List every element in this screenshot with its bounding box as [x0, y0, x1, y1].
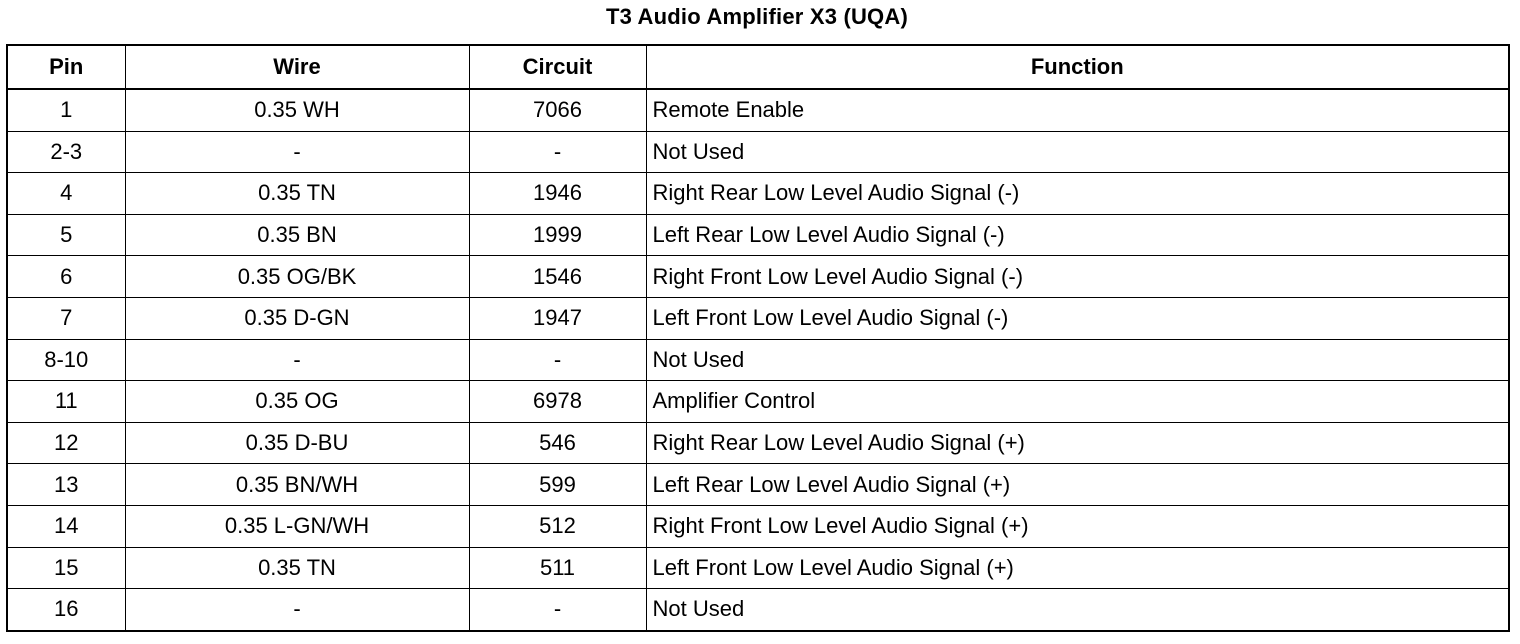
table-row	[7, 173, 1509, 215]
wire-cell: 0.35 D-GN	[125, 297, 469, 339]
function-cell: Right Rear Low Level Audio Signal (-)	[646, 173, 1509, 215]
function-cell: Left Rear Low Level Audio Signal (+)	[646, 464, 1509, 506]
pin-cell: 4	[7, 173, 125, 215]
table-row	[7, 256, 1509, 298]
function-cell: Left Front Low Level Audio Signal (-)	[646, 297, 1509, 339]
wire-cell: 0.35 D-BU	[125, 422, 469, 464]
function-cell: Right Front Low Level Audio Signal (-)	[646, 256, 1509, 298]
wire-cell: 0.35 BN/WH	[125, 464, 469, 506]
function-cell: Left Rear Low Level Audio Signal (-)	[646, 214, 1509, 256]
pin-cell: 13	[7, 464, 125, 506]
table-row	[7, 297, 1509, 339]
pin-cell: 15	[7, 547, 125, 589]
wire-cell: -	[125, 339, 469, 381]
wire-cell: 0.35 BN	[125, 214, 469, 256]
pin-cell: 1	[7, 89, 125, 131]
header-row	[7, 45, 1509, 89]
circuit-cell: 1999	[469, 214, 646, 256]
table-row	[7, 505, 1509, 547]
table-row	[7, 464, 1509, 506]
pinout-table	[6, 44, 1510, 632]
table-row	[7, 131, 1509, 173]
pin-cell: 8-10	[7, 339, 125, 381]
wire-cell: 0.35 OG	[125, 381, 469, 423]
table-row	[7, 589, 1509, 631]
table-header	[7, 45, 1509, 89]
circuit-cell: -	[469, 589, 646, 631]
circuit-cell: 511	[469, 547, 646, 589]
table-row	[7, 214, 1509, 256]
pin-cell: 5	[7, 214, 125, 256]
circuit-cell: 1947	[469, 297, 646, 339]
function-cell: Right Rear Low Level Audio Signal (+)	[646, 422, 1509, 464]
wire-cell: -	[125, 589, 469, 631]
function-cell: Right Front Low Level Audio Signal (+)	[646, 505, 1509, 547]
wire-cell: 0.35 OG/BK	[125, 256, 469, 298]
circuit-cell: 1546	[469, 256, 646, 298]
circuit-cell: 512	[469, 505, 646, 547]
function-cell: Not Used	[646, 339, 1509, 381]
function-cell: Left Front Low Level Audio Signal (+)	[646, 547, 1509, 589]
circuit-cell: -	[469, 131, 646, 173]
circuit-cell: -	[469, 339, 646, 381]
column-header-function: Function	[646, 45, 1509, 89]
table-row	[7, 339, 1509, 381]
wire-cell: 0.35 L-GN/WH	[125, 505, 469, 547]
pin-cell: 16	[7, 589, 125, 631]
wire-cell: -	[125, 131, 469, 173]
circuit-cell: 1946	[469, 173, 646, 215]
pin-cell: 11	[7, 381, 125, 423]
wire-cell: 0.35 WH	[125, 89, 469, 131]
wire-cell: 0.35 TN	[125, 547, 469, 589]
circuit-cell: 599	[469, 464, 646, 506]
pin-cell: 12	[7, 422, 125, 464]
function-cell: Remote Enable	[646, 89, 1509, 131]
circuit-cell: 546	[469, 422, 646, 464]
table-row	[7, 381, 1509, 423]
column-header-pin: Pin	[7, 45, 125, 89]
pin-cell: 6	[7, 256, 125, 298]
table-body	[7, 89, 1509, 631]
circuit-cell: 6978	[469, 381, 646, 423]
table-row	[7, 547, 1509, 589]
function-cell: Amplifier Control	[646, 381, 1509, 423]
pin-cell: 7	[7, 297, 125, 339]
column-header-circuit: Circuit	[469, 45, 646, 89]
document-title: T3 Audio Amplifier X3 (UQA)	[605, 4, 908, 29]
wire-cell: 0.35 TN	[125, 173, 469, 215]
pin-cell: 14	[7, 505, 125, 547]
table-row	[7, 422, 1509, 464]
column-header-wire: Wire	[125, 45, 469, 89]
function-cell: Not Used	[646, 589, 1509, 631]
table-row	[7, 89, 1509, 131]
circuit-cell: 7066	[469, 89, 646, 131]
function-cell: Not Used	[646, 131, 1509, 173]
pin-cell: 2-3	[7, 131, 125, 173]
